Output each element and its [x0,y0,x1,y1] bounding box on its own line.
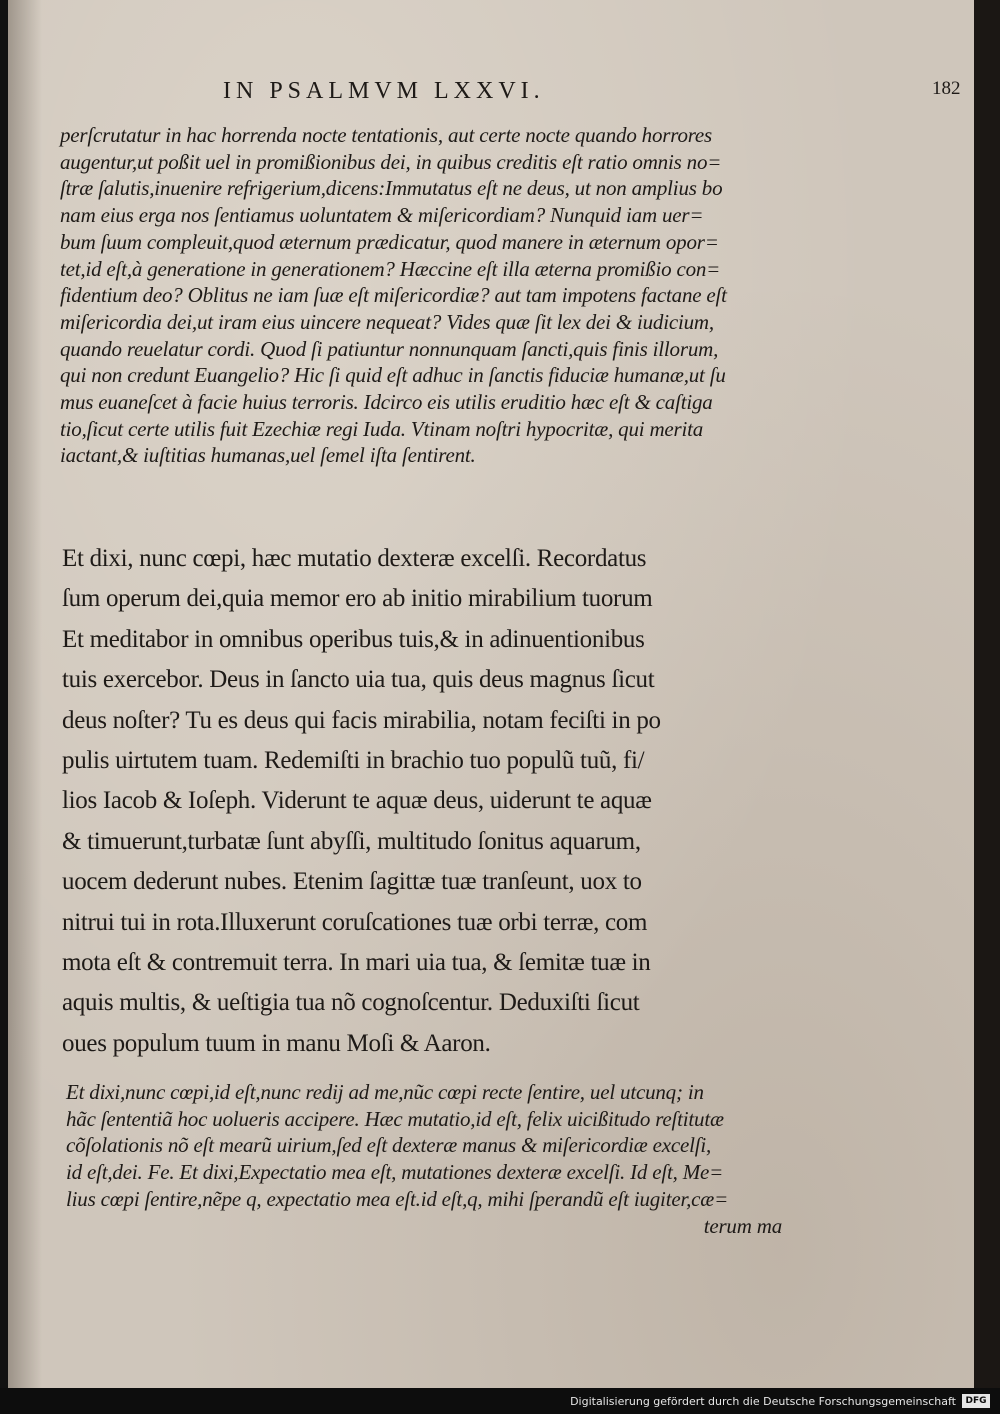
commentary-line: augentur,ut poßit uel in promißionibus dei, in quibus creditis eſt ratio omnis no= [60,149,722,174]
psalm-line: aquis multis, & ueſtigia tua nõ cognoſcentur. Deduxiſti ſicut [62,989,640,1017]
commentary-line: lius cœpi ſentire,nẽpe q, expectatio mea eſt.id eſt,q, mihi ſperandũ eſt iugiter,cæ= [66,1186,729,1211]
scan-footer [0,1388,1000,1414]
page-number: 182 [932,78,961,99]
psalm-line: lios Iacob & Ioſeph. Viderunt te aquæ deus, uiderunt te aquæ [62,787,652,815]
psalm-line: Et dixi, nunc cœpi, hæc mutatio dexteræ excelſi. Recordatus [62,545,647,572]
commentary-block-top [60,122,780,469]
psalm-line: uocem dederunt nubes. Etenim ſagittæ tuæ tranſeunt, uox to [62,868,642,896]
commentary-line: tet,id eſt,à generatione in generationem? Hæccine eſt illa æterna promißio con= [60,256,721,281]
page-gutter-shadow [8,0,42,1388]
book-page [8,0,974,1388]
commentary-line: hãc ſententiã hoc uolueris accipere. Hæc mutatio,id eſt, felix uicißitudo reſtitutæ [66,1106,724,1131]
commentary-line: tio,ſicut certe utilis fuit Ezechiæ regi Iuda. Vtinam noſtri hypocritæ, qui merita [60,416,704,441]
psalm-line: mota eſt & contremuit terra. In mari uia tua, & ſemitæ tuæ in [62,949,651,977]
commentary-line: id eſt,dei. Fe. Et dixi,Expectatio mea eſt, mutationes dexteræ excelſi. Id eſt, Me= [66,1160,724,1185]
commentary-line: Et dixi,nunc cœpi,id eſt,nunc redij ad me,nũc cœpi recte ſentire, uel utcunq; in [66,1080,704,1104]
commentary-line: quando reuelatur cordi. Quod ſi patiuntur nonnunquam ſancti,quis finis illorum, [60,336,719,361]
catchword: terum ma [703,1213,782,1238]
psalm-line: pulis uirtutem tuam. Redemiſti in brachio tuo populũ tuũ, fi/ [62,747,645,775]
commentary-line: ſtræ ſalutis,inuenire refrigerium,dicens:Immutatus eſt ne deus, ut non amplius bo [60,176,723,201]
psalm-line: deus noſter? Tu es deus qui facis mirabilia, notam feciſti in po [62,706,661,734]
psalm-line: ſum operum dei,quia memor ero ab initio mirabilium tuorum [62,585,653,613]
commentary-line: bum ſuum compleuit,quod æternum prædicatur, quod manere in æternum opor= [60,229,719,254]
scan-border-right [974,0,1000,1388]
commentary-block-bottom [66,1079,786,1239]
psalm-line: nitrui tui in rota.Illuxerunt coruſcationes tuæ orbi terræ, com [62,908,648,936]
psalm-line: oues populum tuum in manu Moſi & Aaron. [62,1029,491,1057]
dfg-logo-icon: DFG [962,1394,990,1408]
psalm-line: Et meditabor in omnibus operibus tuis,& in adinuentionibus [62,625,645,653]
psalm-line: & timuerunt,turbatæ ſunt abyſſi, multitudo ſonitus aquarum, [62,827,641,855]
psalm-line: tuis exercebor. Deus in ſancto uia tua, quis deus magnus ſicut [62,666,655,694]
commentary-line: cõſolationis nõ eſt mearũ uirium,ſed eſt dexteræ manus & miſericordiæ excelſi, [66,1133,712,1158]
commentary-line: miſericordia dei,ut iram eius uincere nequeat? Vides quæ ſit lex dei & iudicium, [60,309,714,334]
commentary-line: perſcrutatur in hac horrenda nocte tentationis, aut certe nocte quando horrores [60,123,713,147]
commentary-line: qui non credunt Euangelio? Hic ſi quid eſt adhuc in ſanctis fiduciæ humanæ,ut ſu [60,363,726,388]
commentary-line: nam eius erga nos ſentiamus uoluntatem & miſericordiam? Nunquid iam uer= [60,203,704,228]
commentary-line: fidentium deo? Oblitus ne iam ſuæ eſt miſericordiæ? aut tam impotens factane eſt [60,283,727,308]
running-title: IN PSALMVM LXXVI. [223,78,545,104]
commentary-line: iactant,& iuſtitias humanas,uel ſemel iſta ſentirent. [60,443,476,468]
psalm-text-block [62,539,784,1064]
funding-credit: Digitalisierung gefördert durch die Deutsche Forschungsgemeinschaft [570,1395,956,1408]
commentary-line: mus euaneſcet à facie huius terroris. Idcirco eis utilis eruditio hæc eſt & caſtiga [60,390,713,415]
